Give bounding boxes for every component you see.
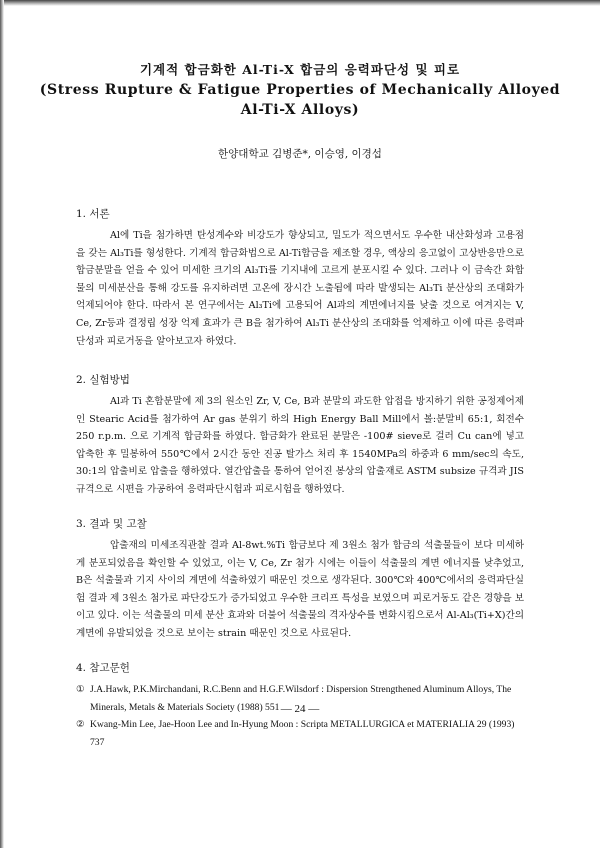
title-english-line-2: Al-Ti-X Alloys) xyxy=(240,102,360,118)
section-heading: 2. 실험방법 xyxy=(76,374,130,386)
title-korean: 기계적 합금화한 Al-Ti-X 합금의 응력파단성 및 피로 xyxy=(139,62,461,77)
section-body: 압출재의 미세조직관찰 결과 Al-8wt.%Ti 합금보다 제 3원소 첨가 합금의 석출물들이 보다 미세하게 분포되었음을 확인할 수 있었고, 이는 V, Ce, Zr 첨가 시에는 이들이 석출물의 계면 에너지를 낮추었고, B은 석출물과 기지 사이의 계면에 석출하였기 때문인 것으로 생각된다. 300℃와 400℃에서의 응력파단실험 결과 제 3원소 첨가로 파단강도가 증가되었고 우수한 크리프 특성을 보였으며 피로거동도 같은 경향을 보이고 있다. 이는 석출물의 미세 분산 효과와 더불어 석출물의 격자상수를 변화시킴으로서 Al-Al₃(Ti+X)간의 계면에 유발되었을 것으로 보이는 strain 때문인 것으로 사료된다. xyxy=(76,540,524,639)
section-heading: 3. 결과 및 고찰 xyxy=(76,518,147,530)
section-body: Al과 Ti 혼합분말에 제 3의 원소인 Zr, V, Ce, B과 분말의 과도한 압접을 방지하기 위한 공정제어제인 Stearic Acid를 첨가하여 Ar gas 분위기 하의 High Energy Ball Mill에서 볼:분말비 65:1, 회전수 250 r.p.m. 으로 기계적 합금화를 하였다. 합금화가 완료된 분말은 -100# sieve로 걸러 Cu can에 넣고 압축한 후 밀봉하여 550℃에서 2시간 동안 진공 탈가스 처리 후 1540MPa의 하중과 6 mm/sec의 속도, 30:1의 압출비로 압출을 행하였다. 열간압출을 통하여 얻어진 봉상의 압출재로 ASTM subsize 규격과 JIS 규격으로 시편을 가공하여 응력파단시험과 피로시험을 행하였다. xyxy=(76,396,524,495)
section-introduction xyxy=(76,206,524,350)
title-english xyxy=(0,80,600,120)
section-heading: 1. 서론 xyxy=(76,208,110,220)
page-number: — 24 — xyxy=(280,703,320,715)
section-methods xyxy=(76,372,524,499)
authors: 한양대학교 김병준*, 이승영, 이경섭 xyxy=(218,148,382,160)
title-english-line-1: (Stress Rupture & Fatigue Properties of Mechanically Alloyed xyxy=(39,82,561,98)
reference-item xyxy=(76,716,524,751)
section-body: Al에 Ti을 첨가하면 탄성계수와 비강도가 향상되고, 밀도가 적으면서도 우수한 내산화성과 고용점을 갖는 Al₃Ti를 형성한다. 기계적 합금화법으로 Al-Ti합금을 제조할 경우, 액상의 응고없이 고상반응만으로 합금분말을 얻을 수 있어 미세한 크기의 Al₃Ti를 기지내에 고르게 분포시킬 수 있다. 그러나 이 금속간 화합물의 미세분산을 통해 강도를 유지하려면 고온에 장시간 노출됨에 따라 발생되는 Al₃Ti 분산상의 조대화가 억제되어야 한다. 따라서 본 연구에서는 Al₃Ti에 고용되어 Al과의 계면에너지를 낮출 것으로 여겨지는 V, Ce, Zr등과 결정립 성장 억제 효과가 큰 B을 첨가하여 Al₃Ti 분산상의 조대화를 억제하고 이에 따른 응력파단성과 피로거동을 알아보고자 하였다. xyxy=(76,230,524,347)
section-heading: 4. 참고문헌 xyxy=(76,662,130,674)
reference-text: Kwang-Min Lee, Jae-Hoon Lee and In-Hyung Moon : Scripta METALLURGICA et MATERIALIA 29 (1993) 737 xyxy=(90,719,515,748)
reference-marker: ① xyxy=(76,684,85,695)
section-results xyxy=(76,516,524,643)
reference-marker: ② xyxy=(76,719,85,731)
reference-text: J.A.Hawk, P.K.Mirchandani, R.C.Benn and H.G.F.Wilsdorf : Dispersion Strengthened Aluminum Alloys, The Minerals, Metals & Materials Society (1988) 551 xyxy=(90,684,512,713)
